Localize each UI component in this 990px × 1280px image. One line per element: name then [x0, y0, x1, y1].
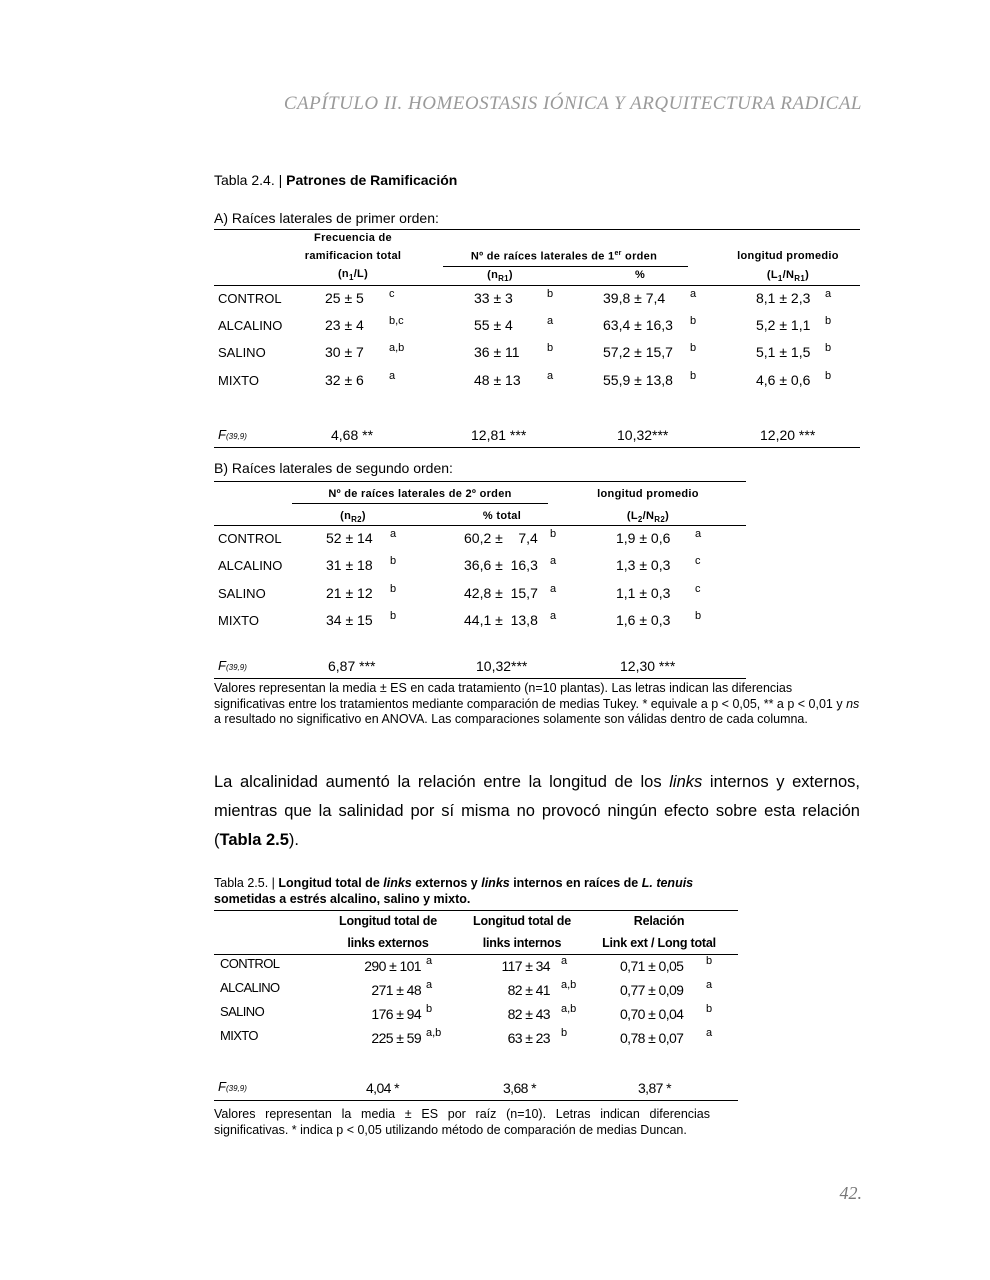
- int-value: 117 ± 34: [501, 958, 550, 974]
- header-int-line1: Longitud total de: [473, 914, 571, 928]
- paragraph-text: La alcalinidad aumentó la relación entre la longitud de los: [214, 773, 670, 791]
- f-value: 6,87 ***: [328, 658, 376, 674]
- body-paragraph: [214, 768, 860, 855]
- caption-prefix: Tabla 2.4. |: [214, 172, 287, 188]
- count-value: 34 ± 15: [326, 612, 373, 628]
- count-value: 52 ± 14: [326, 530, 373, 546]
- significance-letter: a: [550, 610, 557, 622]
- section-a-bottom-rule: [214, 447, 860, 448]
- caption-part: links: [383, 876, 412, 890]
- row-label: SALINO: [218, 345, 266, 360]
- significance-letter: a: [389, 370, 396, 382]
- header-rel-line1: Relación: [633, 914, 685, 928]
- header-ext-line1: Longitud total de: [339, 914, 437, 928]
- header-long: longitud promedio: [737, 250, 839, 262]
- caption-part: internos en raíces de: [509, 876, 642, 890]
- freq-value: 30 ± 7: [325, 344, 364, 360]
- f-value: 10,32***: [476, 658, 528, 674]
- f-value: 4,04 *: [366, 1080, 399, 1096]
- header-freq-symbol: $(n_1/L)$: [337, 268, 369, 283]
- table-reference: Tabla 2.5: [219, 831, 289, 849]
- count-value: 36 ± 11: [474, 344, 520, 360]
- significance-letter: a: [550, 583, 557, 595]
- f-value: 10,32***: [617, 427, 669, 443]
- header-group-rule: [443, 266, 688, 267]
- length-value: 4,6 ± 0,6: [756, 372, 811, 388]
- row-label: CONTROL: [218, 531, 282, 546]
- length-value: 1,9 ± 0,6: [616, 530, 671, 546]
- percent-value: 36,6 ± 16,3: [464, 557, 538, 573]
- significance-letter: b: [690, 370, 697, 382]
- significance-letter: a,b: [389, 342, 405, 354]
- row-label: ALCALINO: [218, 558, 283, 573]
- significance-letter: b: [547, 342, 554, 354]
- significance-letter: a: [706, 979, 713, 991]
- table-top-rule: [214, 229, 860, 230]
- paragraph-text: internos y externos, mientras que la salinidad por sí misma no provocó ningún efecto sobre esta relación (: [214, 773, 861, 849]
- int-value: 82 ± 43: [507, 1006, 550, 1022]
- significance-letter: a,b: [561, 1003, 577, 1015]
- f-letter: F: [218, 658, 226, 673]
- freq-value: 32 ± 6: [325, 372, 364, 388]
- significance-letter: b: [426, 1003, 433, 1015]
- percent-value: 55,9 ± 13,8: [603, 372, 673, 388]
- row-label: CONTROL: [218, 291, 282, 306]
- significance-letter: b: [390, 610, 397, 622]
- header-long-symbol-2: $(L_2/N_{R2})$: [626, 510, 670, 525]
- length-value: 5,2 ± 1,1: [756, 317, 811, 333]
- header-num-symbol-2: $(n_{R2})$: [340, 510, 366, 525]
- table-2-5-header-rule: [214, 954, 738, 955]
- table-2-5-top-rule: [214, 910, 738, 911]
- running-head: CAPÍTULO II. HOMEOSTASIS IÓNICA Y ARQUITECTURA RADICAL: [283, 93, 862, 114]
- ext-value: 290 ± 101: [364, 958, 421, 974]
- header-pct: %: [634, 269, 646, 281]
- significance-letter: b: [547, 288, 554, 300]
- f-value: 4,68 **: [331, 427, 374, 443]
- significance-letter: b: [825, 342, 832, 354]
- significance-letter: b: [706, 1003, 713, 1015]
- f-value: 12,30 ***: [620, 658, 676, 674]
- ext-value: 225 ± 59: [371, 1030, 421, 1046]
- count-value: 55 ± 4: [474, 317, 513, 333]
- int-value: 82 ± 41: [507, 982, 550, 998]
- note-text: Valores representan la media ± ES en cada tratamiento (n=10 plantas). Las letras indican las diferencias significativas entre los tratamientos mediante comparación de medias Tukey. * equivale a p < 0,05, ** a p < 0,01 y ns a resultado no significativo en ANOVA. Las comparaciones solamente son válidas dentro de cada columna.: [214, 681, 860, 726]
- significance-letter: b: [550, 528, 557, 540]
- significance-letter: b: [390, 583, 397, 595]
- row-label: SALINO: [220, 1004, 265, 1019]
- page-number: 42.: [839, 1183, 862, 1203]
- header-rel-line2: Link ext / Long total: [602, 936, 716, 950]
- section-a-title: A) Raíces laterales de primer orden:: [214, 210, 439, 226]
- significance-letter: b: [390, 555, 397, 567]
- significance-letter: a: [690, 288, 697, 300]
- percent-value: 63,4 ± 16,3: [603, 317, 673, 333]
- ratio-value: 0,78 ± 0,07: [620, 1030, 684, 1046]
- f-value: 3,87 *: [638, 1080, 671, 1096]
- count-value: 21 ± 12: [326, 585, 373, 601]
- f-sub: (39,9): [225, 663, 247, 672]
- header-long-2: longitud promedio: [597, 488, 699, 500]
- caption-title: Patrones de Ramificación: [286, 172, 458, 188]
- f-value: 12,81 ***: [471, 427, 527, 443]
- section-b-title: B) Raíces laterales de segundo orden:: [214, 460, 453, 476]
- percent-value: 44,1 ± 13,8: [464, 612, 538, 628]
- caption-part: links: [481, 876, 510, 890]
- header-bottom-rule-2: [214, 525, 746, 526]
- percent-value: 39,8 ± 7,4: [603, 290, 666, 306]
- header-int-line2: links internos: [482, 936, 562, 950]
- significance-letter: c: [695, 555, 701, 567]
- ratio-value: 0,71 ± 0,05: [620, 958, 684, 974]
- count-value: 33 ± 3: [474, 290, 513, 306]
- f-stat-label: [218, 427, 247, 442]
- f-letter: F: [218, 1079, 226, 1094]
- header-bottom-rule: [214, 285, 860, 286]
- ratio-value: 0,70 ± 0,04: [620, 1006, 684, 1022]
- significance-letter: b: [706, 955, 713, 967]
- caption-prefix: Tabla 2.5. |: [214, 876, 279, 890]
- paragraph-text: ).: [288, 831, 299, 849]
- row-label: CONTROL: [220, 956, 280, 971]
- significance-letter: b: [825, 315, 832, 327]
- significance-letter: c: [695, 583, 701, 595]
- significance-letter: b: [695, 610, 702, 622]
- significance-letter: a,b: [426, 1027, 442, 1039]
- row-label: ALCALINO: [220, 980, 280, 995]
- f-value: 3,68 *: [503, 1080, 536, 1096]
- significance-letter: a,b: [561, 979, 577, 991]
- row-label: ALCALINO: [218, 318, 283, 333]
- caption-part: L. tenuis: [641, 876, 694, 890]
- ext-value: 176 ± 94: [371, 1006, 421, 1022]
- significance-letter: b: [690, 342, 697, 354]
- length-value: 1,6 ± 0,3: [616, 612, 671, 628]
- ratio-value: 0,77 ± 0,09: [620, 982, 684, 998]
- row-label: SALINO: [218, 586, 266, 601]
- header-num-symbol: $(n_{R1})$: [487, 269, 513, 284]
- table-2-4-note: [214, 681, 860, 728]
- significance-letter: c: [389, 288, 395, 300]
- header-ext-line2: links externos: [347, 936, 429, 950]
- length-value: 8,1 ± 2,3: [756, 290, 811, 306]
- ext-value: 271 ± 48: [371, 982, 421, 998]
- header-num-group: Nº de raíces laterales de 1er orden: [470, 250, 658, 263]
- f-stat-label: [218, 1079, 247, 1094]
- freq-value: 23 ± 4: [325, 317, 364, 333]
- count-value: 31 ± 18: [326, 557, 373, 573]
- header-num-group-2: Nº de raíces laterales de 2º orden: [328, 488, 512, 500]
- significance-letter: a: [426, 979, 433, 991]
- row-label: MIXTO: [218, 613, 259, 628]
- f-letter: F: [218, 427, 226, 442]
- significance-letter: a: [547, 315, 554, 327]
- f-sub: (39,9): [225, 432, 247, 441]
- count-value: 48 ± 13: [474, 372, 521, 388]
- f-sub: (39,9): [225, 1084, 247, 1093]
- f-stat-label: [218, 658, 247, 673]
- significance-letter: b: [825, 370, 832, 382]
- significance-letter: a: [825, 288, 832, 300]
- significance-letter: a: [561, 955, 568, 967]
- row-label: MIXTO: [220, 1028, 258, 1043]
- table-2-5-caption: [214, 875, 693, 907]
- caption-part: sometidas a estrés alcalino, salino y mixto.: [214, 892, 471, 906]
- table-2-5-bottom-rule: [214, 1100, 738, 1101]
- significance-letter: b: [561, 1027, 568, 1039]
- significance-letter: a: [550, 555, 557, 567]
- table-2-5-note: Valores representan la media ± ES por raíz (n=10). Letras indican diferencias significativas. * indica p < 0,05 utilizando método de comparación de medias Duncan.: [214, 1107, 710, 1137]
- percent-value: 57,2 ± 15,7: [603, 344, 673, 360]
- f-value: 12,20 ***: [760, 427, 816, 443]
- header-group-rule-2: [292, 503, 548, 504]
- header-long-symbol: $(L_1/N_{R1})$: [766, 269, 810, 284]
- freq-value: 25 ± 5: [325, 290, 364, 306]
- percent-value: 42,8 ± 15,7: [464, 585, 538, 601]
- paragraph-italic: links: [669, 773, 703, 791]
- caption-part: Longitud total de: [278, 876, 384, 890]
- int-value: 63 ± 23: [507, 1030, 550, 1046]
- length-value: 1,1 ± 0,3: [616, 585, 671, 601]
- section-b-top-rule: [214, 481, 746, 482]
- significance-letter: a: [695, 528, 702, 540]
- header-freq-line2: ramificacion total: [304, 250, 402, 262]
- caption-part: externos y: [411, 876, 482, 890]
- significance-letter: a: [390, 528, 397, 540]
- table-2-4-caption: [214, 172, 457, 188]
- length-value: 5,1 ± 1,5: [756, 344, 811, 360]
- length-value: 1,3 ± 0,3: [616, 557, 671, 573]
- significance-letter: a: [547, 370, 554, 382]
- percent-value: 60,2 ± 7,4: [464, 530, 538, 546]
- significance-letter: a: [706, 1027, 713, 1039]
- section-b-bottom-rule: [214, 678, 746, 679]
- significance-letter: b: [690, 315, 697, 327]
- significance-letter: b,c: [389, 315, 404, 327]
- header-pct-total: % total: [482, 510, 522, 522]
- significance-letter: a: [426, 955, 433, 967]
- header-freq-line1: Frecuencia de: [314, 232, 392, 244]
- row-label: MIXTO: [218, 373, 259, 388]
